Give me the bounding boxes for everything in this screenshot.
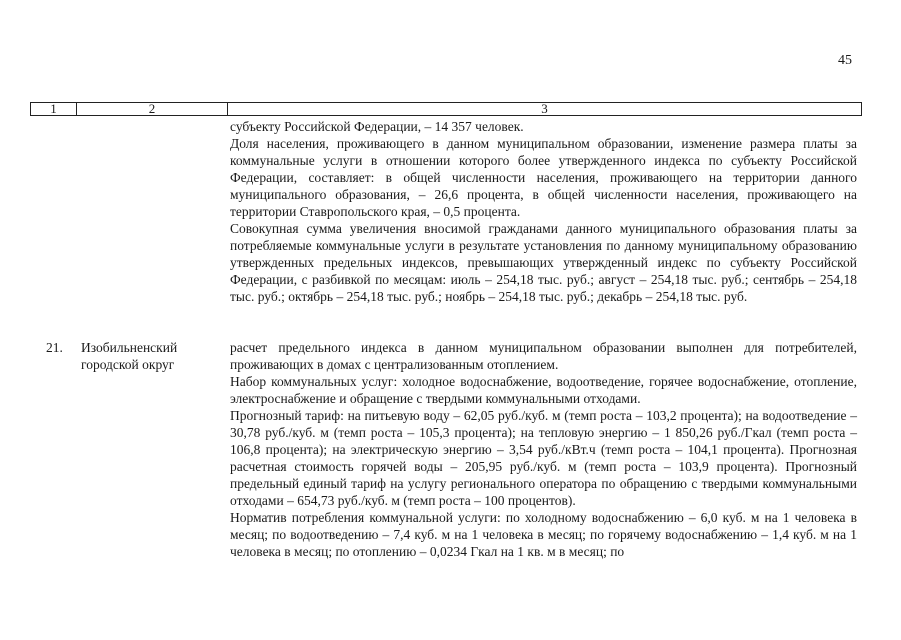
table-header-col-2: 2 (77, 103, 228, 115)
row-description (230, 118, 857, 305)
paragraph: Набор коммунальных услуг: холодное водоснабжение, водоотведение, горячее водоснабжение, отопление, электроснабжение и обращение с твердыми коммунальными отходами. (230, 374, 857, 406)
table-header-col-1: 1 (31, 103, 77, 115)
row-description (230, 339, 857, 560)
table-header (30, 102, 862, 116)
page-number: 45 (838, 53, 852, 68)
paragraph: Прогнозный тариф: на питьевую воду – 62,05 руб./куб. м (темп роста – 103,2 процента); на водоотведение – 30,78 руб./куб. м (темп роста – 105,3 процента); на тепловую энергию – 1 850,26 руб./Гкал (темп роста – 106,8 процента); на электрическую энергию – 3,54 руб./кВт.ч (темп роста – 104,1 процента). Прогнозная расчетная стоимость горячей воды – 205,95 руб./куб. м (темп роста – 103,9 процента). Прогнозный предельный единый тариф на услугу регионального оператора по обращению с твердыми коммунальными отходами – 654,73 руб./куб. м (темп роста – 100 процентов). (230, 408, 857, 508)
paragraph: субъекту Российской Федерации, – 14 357 человек. (230, 119, 524, 134)
paragraph: Совокупная сумма увеличения вносимой гражданами данного муниципального образования платы за потребляемые коммунальные услуги в результате установления по данному муниципальному образованию утвержденных предельных индексов, превышающих утвержденный индекс по субъекту Российской Федерации, с разбивкой по месяцам: июль – 254,18 тыс. руб.; август – 254,18 тыс. руб.; сентябрь – 254,18 тыс. руб.; октябрь – 254,18 тыс. руб.; ноябрь – 254,18 тыс. руб.; декабрь – 254,18 тыс. руб. (230, 221, 857, 304)
paragraph: Доля населения, проживающего в данном муниципальном образовании, изменение размера платы за коммунальные услуги в отношении которого более утвержденного индекса по субъекту Российской Федерации, составляет: в общей численности населения, проживающего на территории данного муниципального образования, – 26,6 процента, в общей численности населения, проживающего на территории Ставропольского края, – 0,5 процента. (230, 136, 857, 219)
row-municipality-name: Изобильненский городской округ (81, 340, 178, 372)
table-header-col-3: 3 (541, 101, 548, 116)
paragraph: расчет предельного индекса в данном муниципальном образовании выполнен для потребителей, проживающих в домах с централизованным отоплением. (230, 340, 857, 372)
row-number: 21. (46, 340, 63, 355)
paragraph: Норматив потребления коммунальной услуги: по холодному водоснабжению – 6,0 куб. м на 1 человека в месяц; по водоотведению – 7,4 куб. м на 1 человека в месяц; по горячему водоснабжению – 1,4 куб. м на 1 человека в месяц; по отоплению – 0,0234 Гкал на 1 кв. м в месяц; по (230, 510, 857, 559)
